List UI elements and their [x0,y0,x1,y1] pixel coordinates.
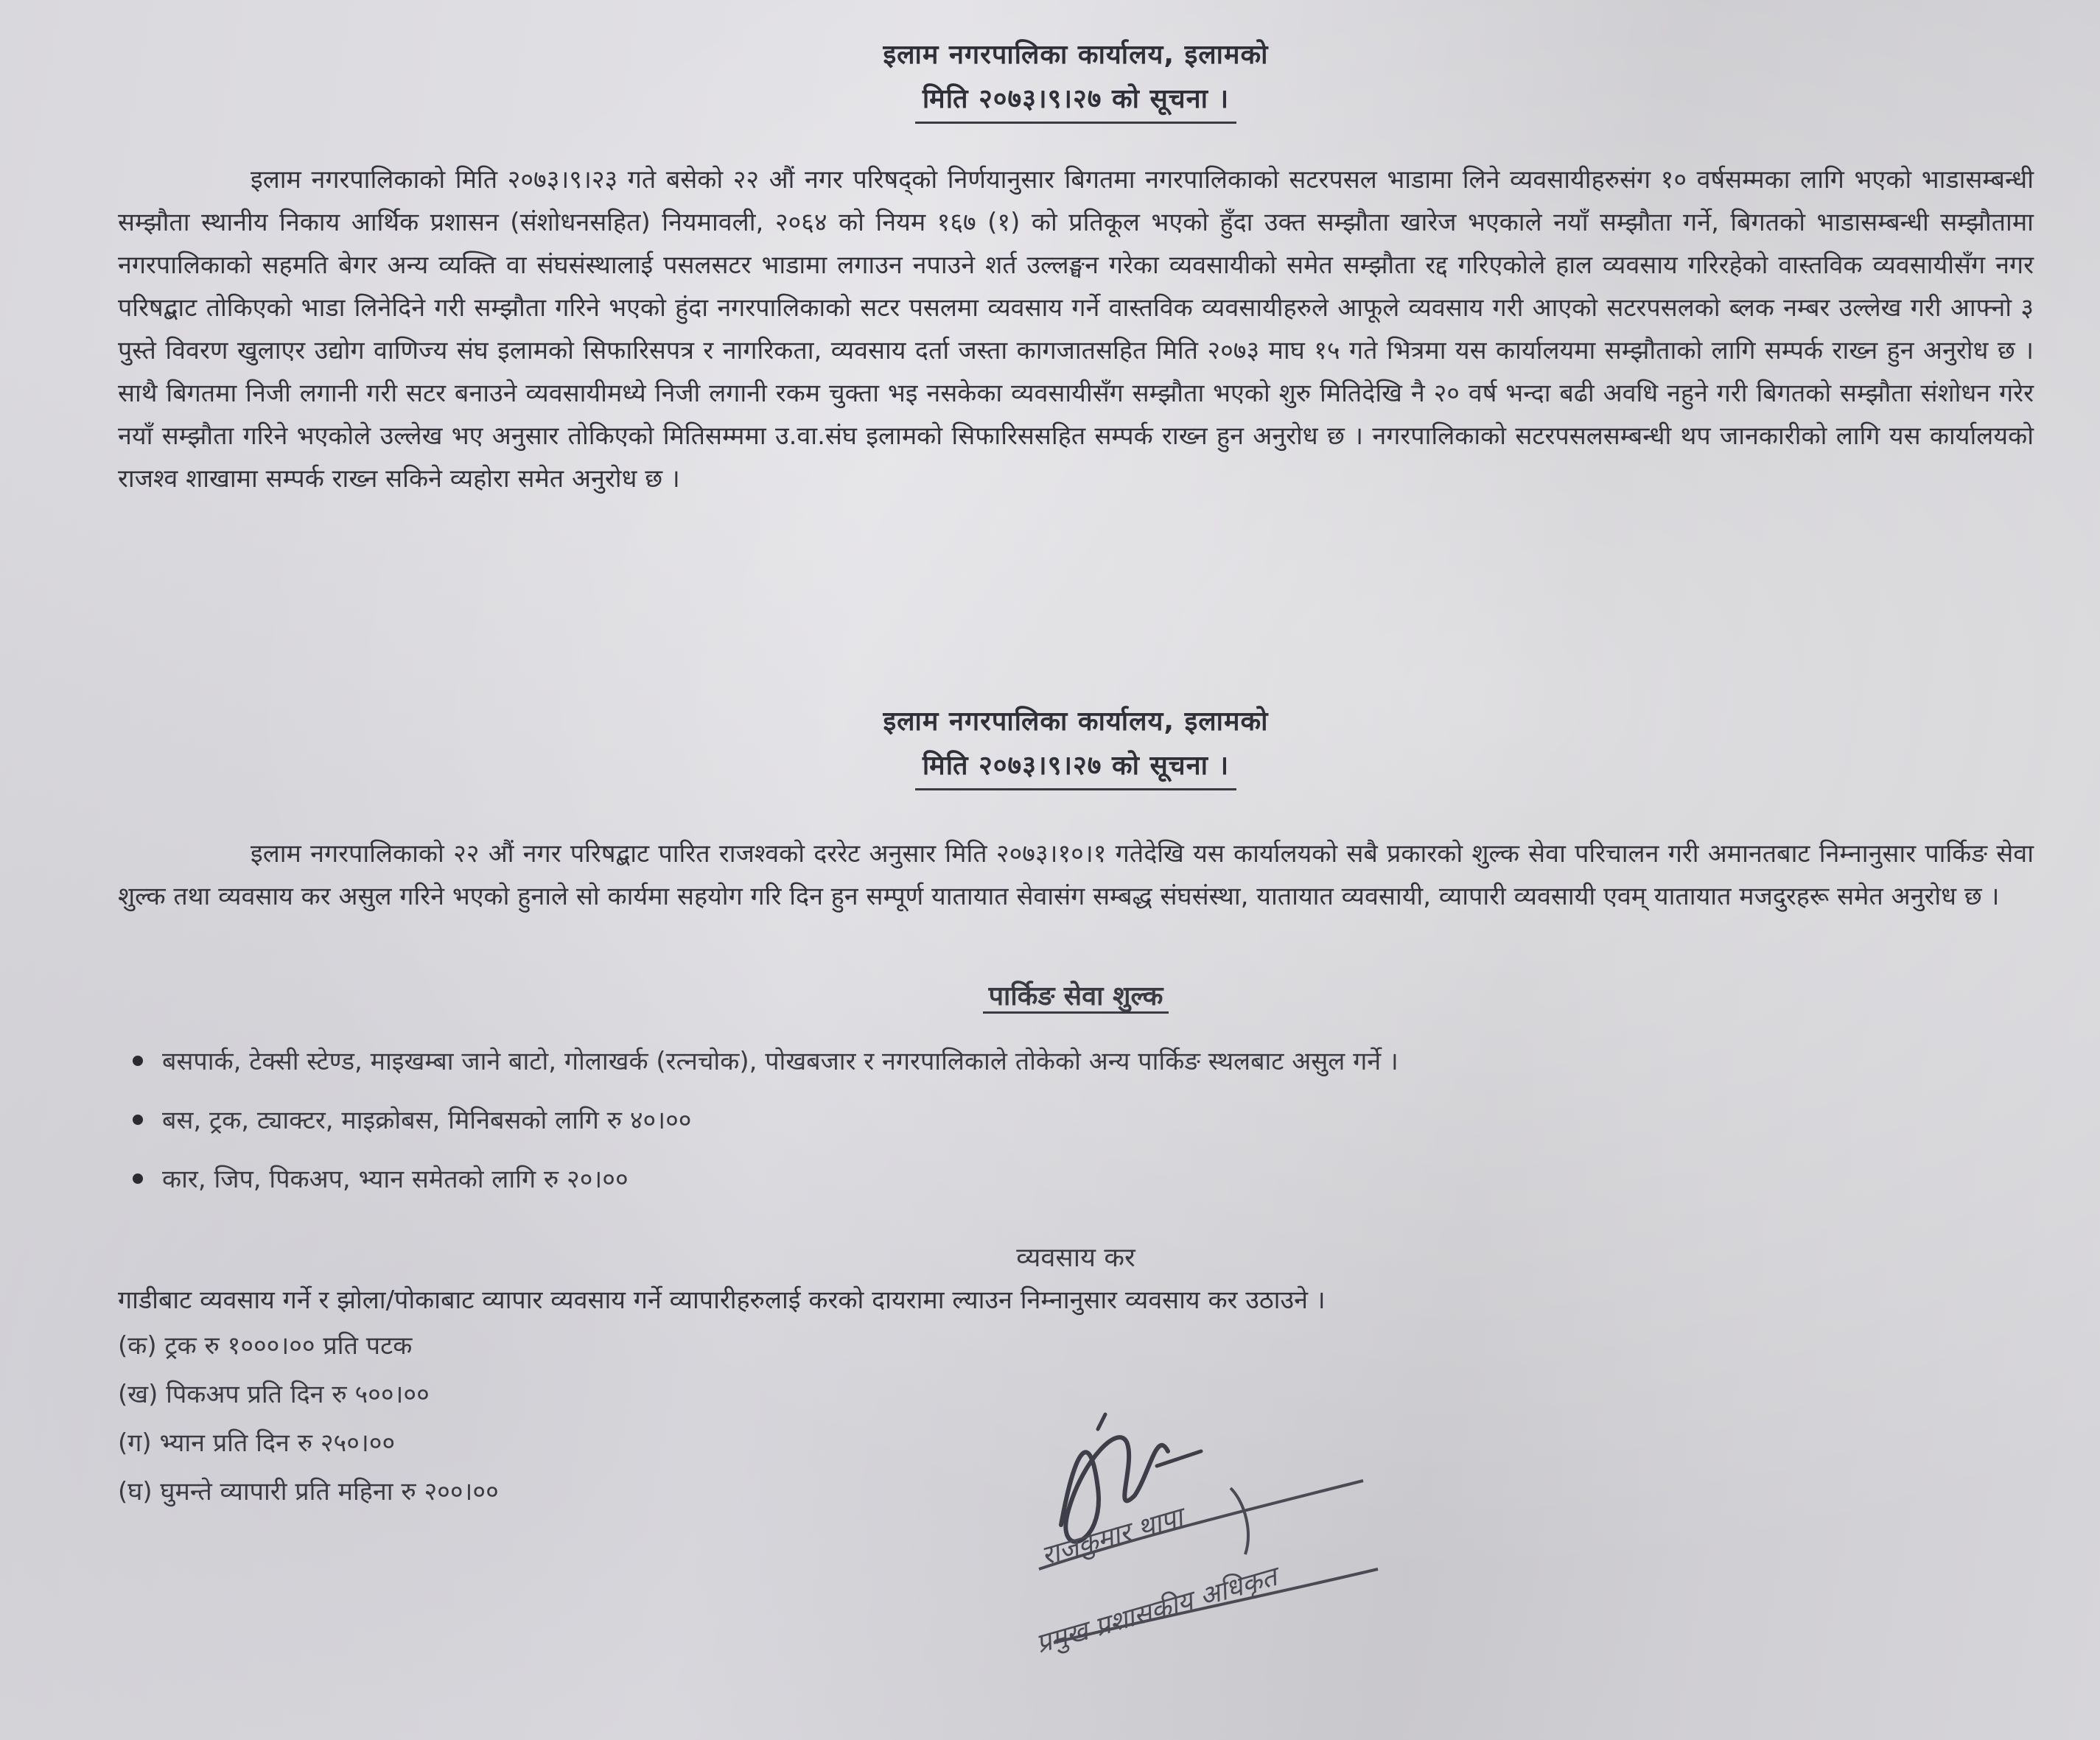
notice1-date-title: मिति २०७३।९।२७ को सूचना । [915,77,1236,124]
parking-item-1: बसपार्क, टेक्सी स्टेण्ड, माइखम्बा जाने बाटो, गोलाखर्क (रत्नचोक), पोखबजार र नगरपालिकाले तोकेको अन्य पार्किङ स्थलबाट असुल गर्ने । [162,1047,1399,1076]
parking-section [118,976,2034,1209]
parking-heading: पार्किङ सेवा शुल्क [983,981,1169,1014]
parking-item-3: कार, जिप, पिकअप, भ्यान समेतको लागि रु २०।०० [162,1165,629,1194]
bullet-icon [133,1115,143,1125]
business-tax-item-4: (घ) घुमन्ते व्यापारी प्रति महिना रु २००।०० [118,1477,499,1506]
signature-name: राजकुमार थापा [1037,1502,1186,1572]
business-tax-heading: व्यवसाय कर [1016,1243,1135,1273]
notice1-header [118,33,2034,124]
business-tax-item-2: (ख) पिकअप प्रति दिन रु ५००।०० [118,1380,430,1409]
notice2-paragraph: इलाम नगरपालिकाको २२ औं नगर परिषद्बाट पारित राजश्वको दररेट अनुसार मिति २०७३।१०।१ गतेदेखि यस कार्यालयको सबै प्रकारको शुल्क सेवा परिचालन गरी अमानतबाट निम्नानुसार पार्किङ सेवा शुल्क तथा व्यवसाय कर असुल गरिने भएको हुनाले सो कार्यमा सहयोग गरि दिन हुन सम्पूर्ण यातायात सेवासंग सम्बद्ध संघसंस्था, यातायात व्यवसायी, व्यापारी व्यवसायी एवम् यातायात मजदुरहरू समेत अनुरोध छ । [118,839,2034,911]
parking-list [118,1032,2034,1209]
list-item [133,1032,2034,1091]
signature-title: प्रमुख प्रशासकीय अधिकृत [1032,1562,1281,1660]
list-item [133,1091,2034,1150]
business-tax-intro: गाडीबाट व्यवसाय गर्ने र झोला/पोकाबाट व्यापार व्यवसाय गर्ने व्यापारीहरुलाई करको दायरामा ल्याउन निम्नानुसार व्यवसाय कर उठाउने । [118,1285,1326,1315]
bullet-icon [133,1174,143,1184]
notice1-paragraph: इलाम नगरपालिकाको मिति २०७३।९।२३ गते बसेको २२ औं नगर परिषद्को निर्णयानुसार बिगतमा नगरपालिकाको सटरपसल भाडामा लिने व्यवसायीहरुसंग १० वर्षसम्मका लागि भएको भाडासम्बन्धी सम्झौता स्थानीय निकाय आर्थिक प्रशासन (संशोधनसहित) नियमावली, २०६४ को नियम १६७ (१) को प्रतिकूल भएको हुँदा उक्त सम्झौता खारेज भएकाले नयाँ सम्झौता गर्ने, बिगतको भाडासम्बन्धी सम्झौतामा नगरपालिकाको सहमति बेगर अन्य व्यक्ति वा संघसंस्थालाई पसलसटर भाडामा लगाउन नपाउने शर्त उल्लङ्घन गरेका व्यवसायीको समेत सम्झौता रद्द गरिएकोले हाल व्यवसाय गरिरहेको वास्तविक व्यवसायीसँग नगर परिषद्बाट तोकिएको भाडा लिनेदिने गरी सम्झौता गरिने भएको हुंदा नगरपालिकाको सटर पसलमा व्यवसाय गर्ने वास्तविक व्यवसायीहरुले आफूले व्यवसाय गरी आएको सटरपसलको ब्लक नम्बर उल्लेख गरी आफ्नो ३ पुस्ते विवरण खुलाएर उद्योग वाणिज्य संघ इलामको सिफारिसपत्र र नागरिकता, व्यवसाय दर्ता जस्ता कागजातसहित मिति २०७३ माघ १५ गते भित्रमा यस कार्यालयमा सम्झौताको लागि सम्पर्क राख्न हुन अनुरोध छ । साथै बिगतमा निजी लगानी गरी सटर बनाउने व्यवसायीमध्ये निजी लगानी रकम चुक्ता भइ नसकेका व्यवसायीसँग सम्झौता भएको शुरु मितिदेखि नै २० वर्ष भन्दा बढी अवधि नहुने गरी बिगतको सम्झौता संशोधन गरेर नयाँ सम्झौता गरिने भएकोले उल्लेख भए अनुसार तोकिएको मितिसम्ममा उ.वा.संघ इलामको सिफारिससहित सम्पर्क राख्न हुन अनुरोध छ । नगरपालिकाको सटरपसलसम्बन्धी थप जानकारीको लागि यस कार्यालयको राजश्व शाखामा सम्पर्क राख्न सकिने व्यहोरा समेत अनुरोध छ । [118,165,2034,494]
business-tax-item-3: (ग) भ्यान प्रति दिन रु २५०।०० [118,1428,396,1458]
notice2-body [118,832,2034,918]
notice2-header [118,700,2034,790]
notice1-body [118,158,2034,500]
notice2-date-title: मिति २०७३।९।२७ को सूचना । [915,744,1236,790]
notice2-office-title: इलाम नगरपालिका कार्यालय, इलामको [883,706,1269,737]
notice1-office-title: इलाम नगरपालिका कार्यालय, इलामको [883,40,1269,70]
signature-stamp [1009,1400,1393,1680]
business-tax-item-1: (क) ट्रक रु १०००।०० प्रति पटक [118,1331,413,1361]
bullet-icon [133,1056,143,1066]
list-item [133,1150,2034,1209]
parking-item-2: बस, ट्रक, ट्याक्टर, माइक्रोबस, मिनिबसको लागि रु ४०।०० [162,1106,692,1135]
